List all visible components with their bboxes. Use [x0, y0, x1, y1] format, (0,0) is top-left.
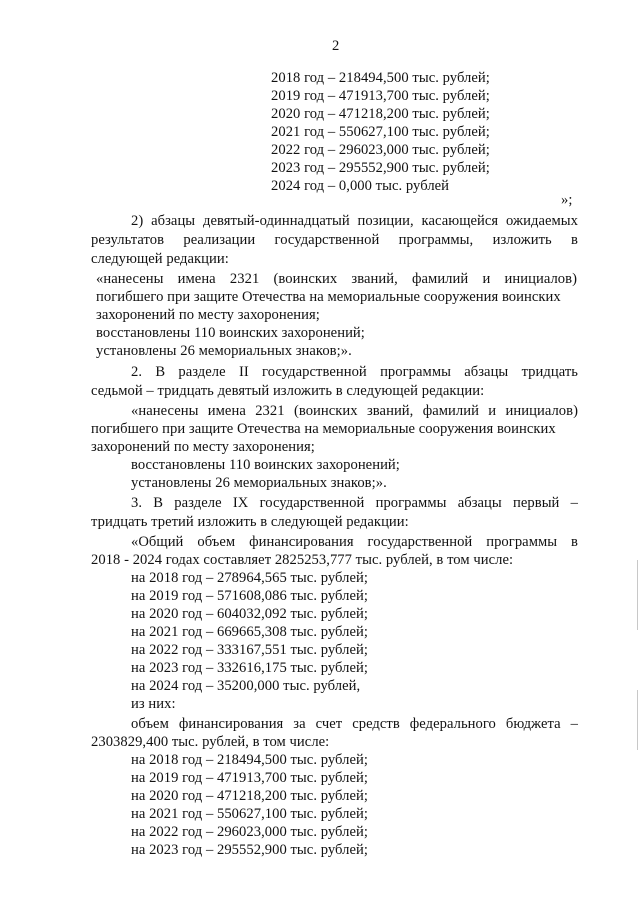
federal-year-line: на 2018 год – 218494,500 тыс. рублей; [131, 752, 368, 768]
item2-quote-line: захоронений по месту захоронения; [96, 307, 320, 323]
scan-edge-mark [637, 560, 638, 630]
item2-quote-line: погибшего при защите Отечества на мемориальные сооружения воинских [96, 289, 561, 305]
budget-line-2020: 2020 год – 471218,200 тыс. рублей; [271, 106, 490, 122]
item2-intro-line: следующей редакции: [91, 251, 229, 267]
total-year-line: на 2020 год – 604032,092 тыс. рублей; [131, 606, 368, 622]
federal-intro-line: объем финансирования за счет средств федерального бюджета – [131, 716, 578, 732]
budget-line-2022: 2022 год – 296023,000 тыс. рублей; [271, 142, 490, 158]
section3-intro-line: тридцать третий изложить в следующей редакции: [91, 514, 409, 530]
of-them-line: из них: [131, 696, 176, 712]
federal-year-line: на 2021 год – 550627,100 тыс. рублей; [131, 806, 368, 822]
closing-quote: »; [561, 192, 573, 208]
section2-quote-line: «нанесены имена 2321 (воинских званий, фамилий и инициалов) [131, 403, 578, 419]
section2-intro-line: 2. В разделе II государственной программы абзацы тридцать [131, 364, 578, 380]
section2-intro-line: седьмой – тридцать девятый изложить в следующей редакции: [91, 383, 485, 399]
section2-quote-line: восстановлены 110 воинских захоронений; [131, 457, 400, 473]
section3-total-line: «Общий объем финансирования государственной программы в [131, 534, 578, 550]
item2-quote-line: «нанесены имена 2321 (воинских званий, фамилий и инициалов) [96, 271, 577, 287]
section3-total-line: 2018 - 2024 годах составляет 2825253,777 тыс. рублей, в том числе: [91, 552, 514, 568]
budget-line-2024: 2024 год – 0,000 тыс. рублей [271, 178, 450, 194]
section2-quote-line: погибшего при защите Отечества на мемориальные сооружения воинских [91, 421, 556, 437]
federal-year-line: на 2022 год – 296023,000 тыс. рублей; [131, 824, 368, 840]
page-number: 2 [332, 38, 340, 54]
federal-intro-line: 2303829,400 тыс. рублей, в том числе: [91, 734, 330, 750]
federal-year-line: на 2023 год – 295552,900 тыс. рублей; [131, 842, 368, 858]
section2-quote-line: установлены 26 мемориальных знаков;». [131, 475, 387, 491]
item2-quote-line: восстановлены 110 воинских захоронений; [96, 325, 365, 341]
federal-year-line: на 2019 год – 471913,700 тыс. рублей; [131, 770, 368, 786]
budget-line-2018: 2018 год – 218494,500 тыс. рублей; [271, 70, 490, 86]
total-year-line: на 2022 год – 333167,551 тыс. рублей; [131, 642, 368, 658]
budget-line-2021: 2021 год – 550627,100 тыс. рублей; [271, 124, 490, 140]
total-year-line: на 2021 год – 669665,308 тыс. рублей; [131, 624, 368, 640]
budget-line-2023: 2023 год – 295552,900 тыс. рублей; [271, 160, 490, 176]
item2-intro-line: результатов реализации государственной программы, изложить в [91, 232, 578, 248]
section3-intro-line: 3. В разделе IX государственной программы абзацы первый – [131, 495, 578, 511]
total-year-line: на 2023 год – 332616,175 тыс. рублей; [131, 660, 368, 676]
item2-quote-line: установлены 26 мемориальных знаков;». [96, 343, 352, 359]
section2-quote-line: захоронений по месту захоронения; [91, 439, 315, 455]
budget-line-2019: 2019 год – 471913,700 тыс. рублей; [271, 88, 490, 104]
item2-intro-line: 2) абзацы девятый-одиннадцатый позиции, касающейся ожидаемых [131, 213, 578, 229]
total-year-line: на 2018 год – 278964,565 тыс. рублей; [131, 570, 368, 586]
scan-edge-mark [637, 690, 638, 750]
federal-year-line: на 2020 год – 471218,200 тыс. рублей; [131, 788, 368, 804]
total-year-line: на 2024 год – 35200,000 тыс. рублей, [131, 678, 361, 694]
total-year-line: на 2019 год – 571608,086 тыс. рублей; [131, 588, 368, 604]
